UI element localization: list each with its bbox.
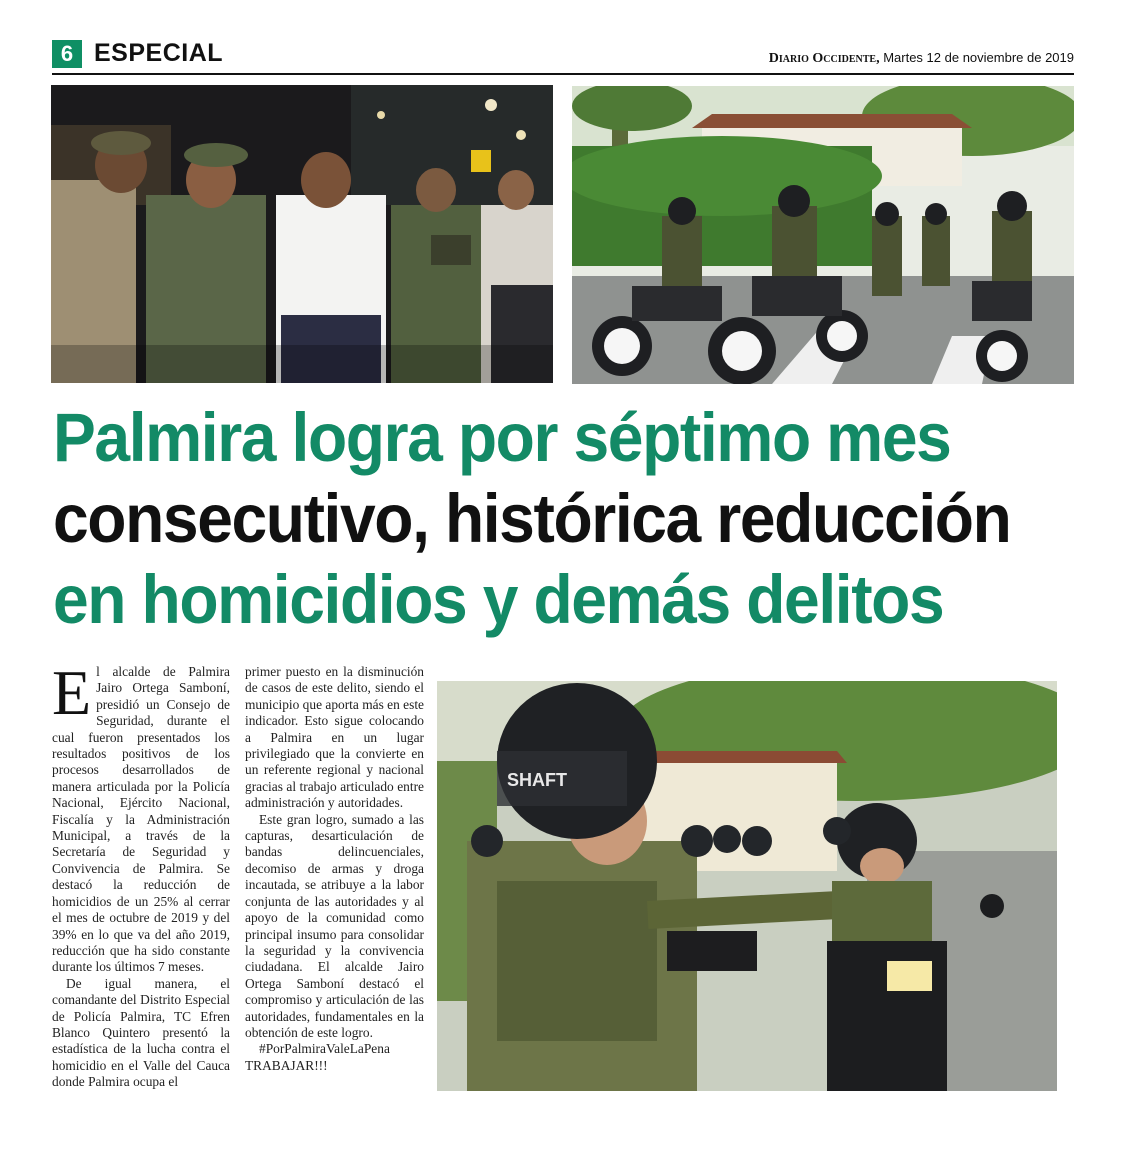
article-paragraph-1: [52, 657, 230, 976]
article-closing: TRABAJAR!!!: [245, 1057, 328, 1073]
headline: [53, 397, 1020, 640]
photo-motorcycle-patrol: [572, 86, 1074, 384]
paragraph-1-text: l alcalde de Palmira Jairo Ortega Samboní, presidió un Consejo de Seguridad, durante el cual fueron presentados los resultados positivos de los procesos desarrollados de manera articulada por la Policía Nacional, Ejército Nacional, Fiscalía y la Administración Municipal, a través de la Secretaría de Seguridad y Convivencia de Palmira. Se destacó la reducción de homicidios de un 25% al cerrar el mes de octubre de 2019 y del 39% en lo que va del año 2019, reducción que ha sido constante durante los últimos 7 meses.: [52, 664, 230, 975]
issue-date: Martes 12 de noviembre de 2019: [883, 50, 1074, 65]
page-header: [52, 40, 1074, 72]
newspaper-name: Diario Occidente,: [768, 51, 880, 66]
article-column-1: [52, 657, 230, 1091]
helmet-text: SHAFT: [507, 770, 567, 790]
headline-line-1: Palmira logra por séptimo mes: [53, 399, 951, 476]
masthead: [769, 50, 1074, 67]
article-paragraph-3: Este gran logro, sumado a las capturas, desarticulación de bandas delincuenciales, decomiso de armas y droga incautada, se atribuye a la labor conjunta de las autoridades y al apoyo de la comunidad como principal insumo para consolidar la seguridad y la convivencia ciudadana. El alcalde Jairo Ortega Samboní destacó el compromiso y articulación de las autoridades, fundamentales en la obtención de este logro.: [245, 811, 424, 1040]
article-paragraph-2: De igual manera, el comandante del Distrito Especial de Policía Palmira, TC Efren Blanco Quintero presentó la estadística de la lucha contra el homicidio en el Valle del Cauca donde Palmira ocupa el: [52, 975, 230, 1090]
photo-helmeted-soldiers: [437, 681, 1057, 1091]
article-hashtag: #PorPalmiraValeLaPena: [259, 1041, 390, 1057]
headline-line-2: consecutivo, histórica reducción: [53, 480, 1011, 557]
header-rule: [52, 73, 1074, 75]
section-title: ESPECIAL: [94, 39, 224, 67]
headline-line-3: en homicidios y demás delitos: [53, 561, 944, 638]
photo-officials-night: [51, 85, 553, 383]
page-number: 6: [52, 40, 82, 68]
drop-cap: E: [52, 657, 92, 728]
article-column-2: [245, 664, 424, 1074]
article-paragraph-2-continued: primer puesto en la disminución de casos de este delito, siendo el municipio que aporta más en este indicador. Esto sigue colocando a Palmira en un lugar privilegiado que la convierte en un referente regional y nacional gracias al trabajo articulado entre administración y autoridades.: [245, 664, 424, 811]
